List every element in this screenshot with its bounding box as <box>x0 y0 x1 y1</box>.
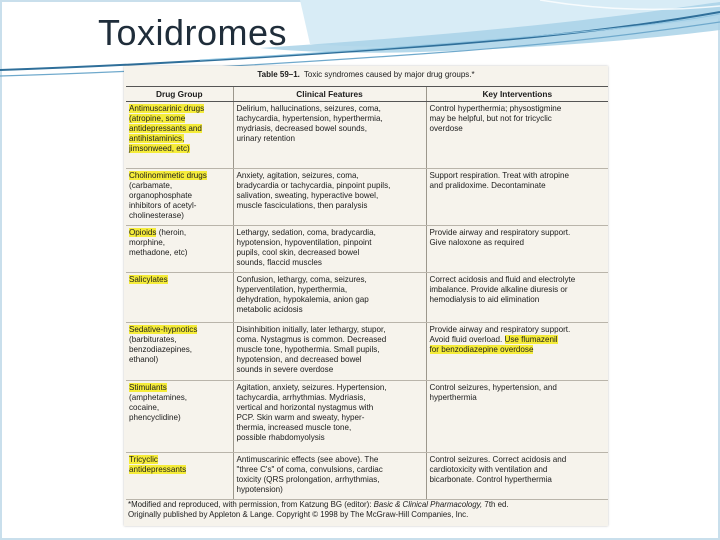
table-caption <box>124 70 608 79</box>
key-interventions-cell <box>426 323 608 381</box>
drug-group-examples: (heroin, morphine, methadone, etc) <box>129 228 188 257</box>
highlighted-drug-group: Stimulants <box>129 383 167 392</box>
table-row <box>126 381 608 453</box>
clinical-features-cell: Disinhibition initially, later lethargy, stupor, coma. Nystagmus is common. Decreased muscle tone, hypothermia. Small pupils, hypotension, and decreased bowel sounds in severe overdose <box>233 323 426 381</box>
key-interventions-cell: Control seizures. Correct acidosis and cardiotoxicity with ventilation and bicarbonate. Control hyperthermia <box>426 453 608 500</box>
highlighted-drug-group: Cholinomimetic drugs <box>129 171 207 180</box>
table-row <box>126 226 608 273</box>
table-row <box>126 169 608 226</box>
drug-group-cell <box>126 102 233 169</box>
drug-group-cell <box>126 381 233 453</box>
key-interventions-cell: Correct acidosis and fluid and electrolyte imbalance. Provide alkaline diuresis or hemodialysis to aid elimination <box>426 273 608 323</box>
key-interventions-cell: Provide airway and respiratory support. Give naloxone as required <box>426 226 608 273</box>
table-title: Toxic syndromes caused by major drug groups.* <box>303 70 475 79</box>
clinical-features-cell: Anxiety, agitation, seizures, coma, bradycardia or tachycardia, pinpoint pupils, salivation, sweating, hyperactive bowel, muscle fasciculations, then paralysis <box>233 169 426 226</box>
footnote-citation: *Modified and reproduced, with permission, from Katzung BG (editor): <box>128 500 374 509</box>
table-row <box>126 453 608 500</box>
highlighted-drug-group: Salicylates <box>129 275 168 284</box>
drug-group-examples: (carbamate, organophosphate inhibitors of acetyl- cholinesterase) <box>129 181 197 220</box>
table-row <box>126 323 608 381</box>
table-row <box>126 102 608 169</box>
highlighted-intervention: Use flumazenil for benzodiazepine overdose <box>429 335 558 354</box>
drug-group-cell <box>126 453 233 500</box>
drug-group-cell <box>126 226 233 273</box>
table-number: Table 59–1. <box>257 70 300 79</box>
key-interventions-cell: Control hyperthermia; physostigmine may be helpful, but not for tricyclic overdose <box>426 102 608 169</box>
drug-group-examples: (atropine, some antidepressants and antihistaminics, jimsonweed, etc) <box>129 114 202 153</box>
highlighted-drug-group: Tricyclic antidepressants <box>129 455 187 474</box>
drug-group-cell <box>126 169 233 226</box>
table-header-row <box>126 87 608 102</box>
scanned-table-page <box>124 66 608 526</box>
clinical-features-cell: Agitation, anxiety, seizures. Hypertension, tachycardia, arrhythmias. Mydriasis, vertical and horizontal nystagmus with PCP. Skin warm and sweaty, hyper- thermia, increased muscle tone, possible rhabdomyolysis <box>233 381 426 453</box>
table-row <box>126 273 608 323</box>
toxidrome-table <box>126 86 608 500</box>
drug-group-cell <box>126 273 233 323</box>
footnote-publisher: 7th ed. Originally published by Appleton & Lange. Copyright © 1998 by The McGraw-Hill Companies, Inc. <box>128 500 509 519</box>
drug-group-examples: (amphetamines, cocaine, phencyclidine) <box>129 393 188 422</box>
highlighted-drug-group: Sedative-hypnotics <box>129 325 198 334</box>
clinical-features-cell: Antimuscarinic effects (see above). The "three C's" of coma, convulsions, cardiac toxicity (QRS prolongation, arrhythmias, hypotension) <box>233 453 426 500</box>
highlighted-drug-group: Antimuscarinic drugs <box>129 104 205 113</box>
drug-group-examples: (barbiturates, benzodiazepines, ethanol) <box>129 335 192 364</box>
key-interventions-cell: Support respiration. Treat with atropine and pralidoxime. Decontaminate <box>426 169 608 226</box>
clinical-features-cell: Lethargy, sedation, coma, bradycardia, hypotension, hypoventilation, pinpoint pupils, cool skin, decreased bowel sounds, flaccid muscles <box>233 226 426 273</box>
header-key-interventions: Key Interventions <box>426 87 608 102</box>
drug-group-cell <box>126 323 233 381</box>
interventions-text: Provide airway and respiratory support. Avoid fluid overload. <box>429 325 571 344</box>
slide-title: Toxidromes <box>98 12 288 53</box>
highlighted-drug-group: Opioids <box>129 228 157 237</box>
header-drug-group: Drug Group <box>126 87 233 102</box>
clinical-features-cell: Delirium, hallucinations, seizures, coma, tachycardia, hypertension, hyperthermia, mydriasis, decreased bowel sounds, urinary retention <box>233 102 426 169</box>
table-footnote <box>128 500 606 520</box>
clinical-features-cell: Confusion, lethargy, coma, seizures, hyperventilation, hyperthermia, dehydration, hypokalemia, anion gap metabolic acidosis <box>233 273 426 323</box>
key-interventions-cell: Control seizures, hypertension, and hyperthermia <box>426 381 608 453</box>
footnote-book-title: Basic & Clinical Pharmacology, <box>373 500 483 509</box>
header-clinical-features: Clinical Features <box>233 87 426 102</box>
